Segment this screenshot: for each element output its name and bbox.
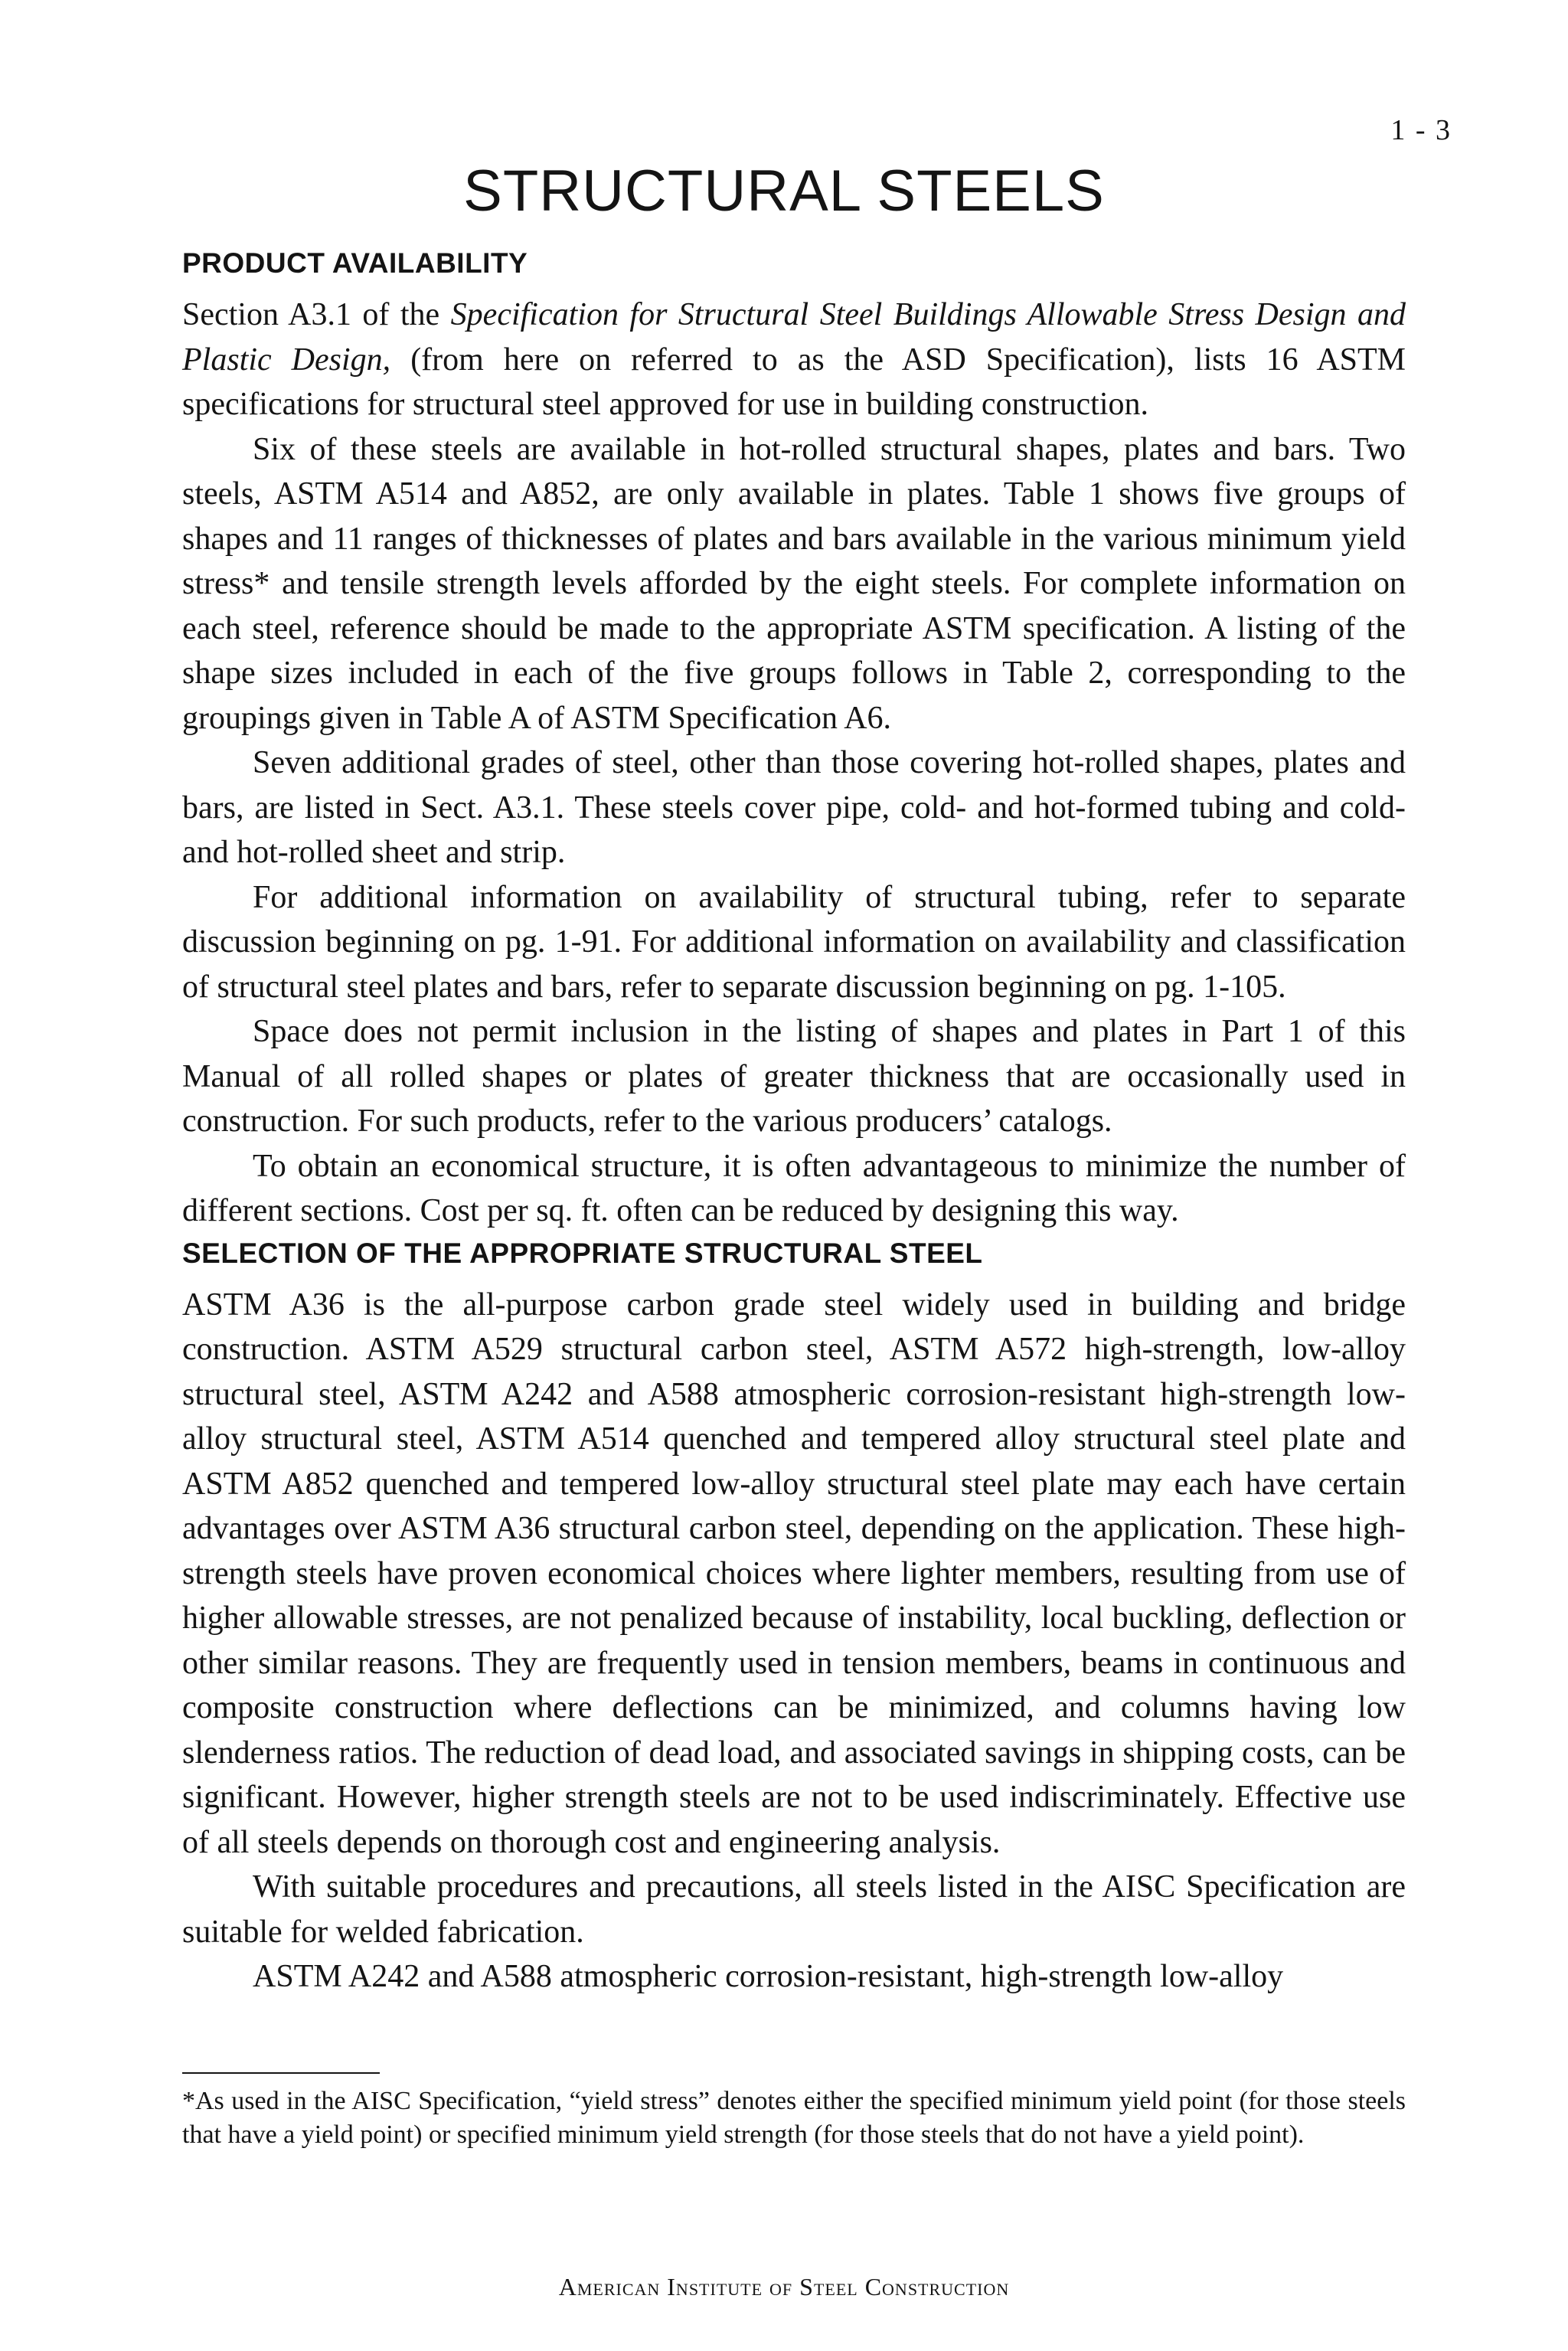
paragraph [182,427,1406,741]
page-number: 1 - 3 [1390,114,1452,146]
paragraph [182,1283,1406,1865]
paragraph [182,293,1406,427]
paragraph-text: (from here on referred to as the ASD Specification), lists 16 ASTM specifications for structural steel approved for use in building construction. [182,342,1406,422]
paragraph-text: Section A3.1 of the [182,297,451,332]
main-content [182,245,1406,1999]
paragraph-text: ASTM A36 is the all-purpose carbon grade steel widely used in building and bridge construction. ASTM A529 structural carbon steel, ASTM A572 high-strength, low-alloy structural steel, ASTM A242 and A588 atmospheric corrosion-resistant high-strength low-alloy structural steel, ASTM A514 quenched and tempered alloy structural steel plate and ASTM A852 quenched and tempered low-alloy structural steel plate may each have certain advantages over ASTM A36 structural carbon steel, depending on the application. These high-strength steels have proven economical choices where lighter members, resulting from use of higher allowable stresses, are not penalized because of instability, local buckling, deflection or other similar reasons. They are frequently used in tension members, beams in continuous and composite construction where deflections can be minimized, and columns having low slenderness ratios. The reduction of dead load, and associated savings in shipping costs, can be significant. However, higher strength steels are not to be used indiscriminately. Effective use of all steels depends on thorough cost and engineering analysis. [182,1287,1406,1860]
paragraph [182,875,1406,1010]
paragraph-text: Space does not permit inclusion in the listing of shapes and plates in Part 1 of this Manual of all rolled shapes or plates of greater thickness that are occasionally used in construction. For such products, refer to the various producers’ catalogs. [182,1014,1406,1139]
paragraph-text: Seven additional grades of steel, other than those covering hot-rolled shapes, plates and bars, are listed in Sect. A3.1. These steels cover pipe, cold- and hot-formed tubing and cold- and hot-rolled sheet and strip. [182,745,1406,870]
paragraph-text: For additional information on availability of structural tubing, refer to separate discussion beginning on pg. 1-91. For additional information on availability and classification of structural steel plates and bars, refer to separate discussion beginning on pg. 1-105. [182,879,1406,1005]
section-heading: PRODUCT AVAILABILITY [182,247,528,279]
paragraph-text: With suitable procedures and precautions, all steels listed in the AISC Specification are suitable for welded fabrication. [182,1869,1406,1950]
page-footer: American Institute of Steel Construction [558,2273,1010,2300]
section-product-availability [182,245,1406,1234]
paragraph [182,1009,1406,1144]
paragraph [182,1144,1406,1234]
paragraph-text: To obtain an economical structure, it is often advantageous to minimize the number of different sections. Cost per sq. ft. often can be reduced by designing this way. [182,1148,1406,1228]
paragraph-text: Six of these steels are available in hot-rolled structural shapes, plates and bars. Two steels, ASTM A514 and A852, are only available in plates. Table 1 shows five groups of shapes and 11 ranges of thicknesses of plates and bars available in the various minimum yield stress* and tensile strength levels afforded by the eight steels. For complete information on each steel, reference should be made to the appropriate ASTM specification. A listing of the shape sizes included in each of the five groups follows in Table 2, corresponding to the groupings given in Table A of ASTM Specification A6. [182,431,1406,736]
footnote: *As used in the AISC Specification, “yield stress” denotes either the specified minimum yield point (for those steels that have a yield point) or specified minimum yield strength (for those steels that do not have a yield point). [182,2087,1406,2149]
section-heading: SELECTION OF THE APPROPRIATE STRUCTURAL STEEL [182,1237,983,1269]
paragraph [182,1954,1406,1999]
section-selection-of-steel [182,1235,1406,1999]
paragraph [182,1865,1406,1954]
specification-title: Specification for Structural Steel Buildings Allowable Stress Design and Plastic Design, [182,297,1406,378]
paragraph-text: ASTM A242 and A588 atmospheric corrosion-resistant, high-strength low-alloy [253,1959,1284,1994]
footnote-divider [182,2072,380,2074]
page-title: STRUCTURAL STEELS [463,159,1105,224]
footnote-area [182,2072,1406,2152]
paragraph [182,741,1406,875]
